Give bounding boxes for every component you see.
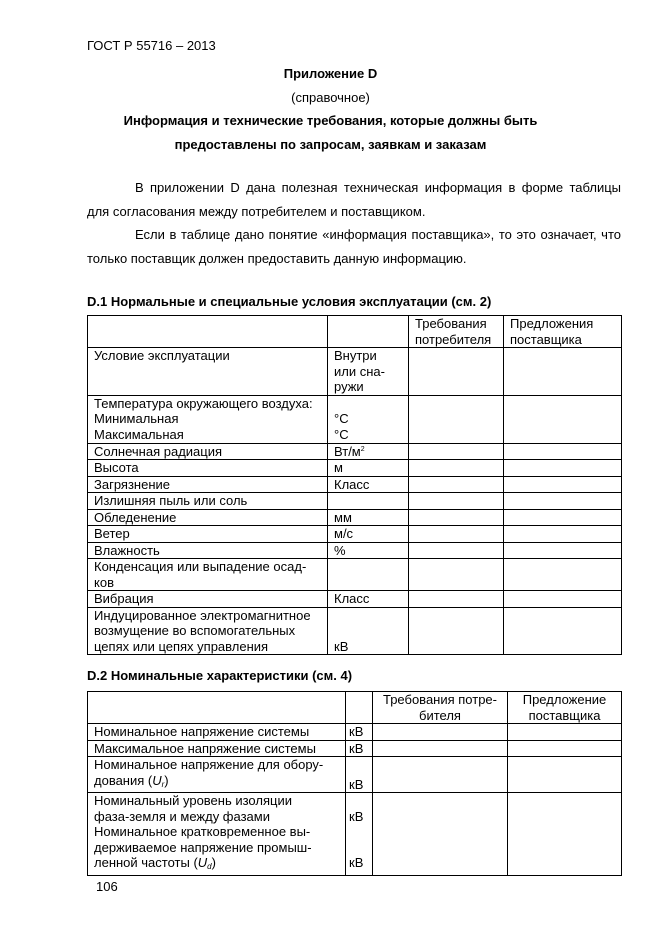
table-row bbox=[88, 740, 622, 757]
consumer-cell[interactable] bbox=[409, 493, 504, 510]
intro-paragraph-2: Если в таблице дано понятие «информация поставщика», то это означает, что только поставщик должен предоставить данную информацию. bbox=[87, 227, 621, 266]
table-row bbox=[88, 348, 622, 396]
unit-cell bbox=[328, 559, 409, 591]
table-row bbox=[88, 509, 622, 526]
consumer-cell[interactable] bbox=[409, 443, 504, 460]
unit-cell: кВ bbox=[346, 740, 373, 757]
param-line: Температура окружающего воздуха: bbox=[94, 395, 313, 411]
consumer-cell[interactable] bbox=[409, 559, 504, 591]
symbol-subscript: d bbox=[207, 862, 212, 871]
supplier-cell[interactable] bbox=[504, 476, 622, 493]
header-cell-supplier: Предложения поставщика bbox=[504, 316, 622, 348]
supplier-cell[interactable] bbox=[504, 559, 622, 591]
consumer-cell[interactable] bbox=[409, 460, 504, 477]
table2-caption: D.2 Номинальные характеристики (см. 4) bbox=[87, 668, 353, 683]
supplier-cell[interactable] bbox=[504, 542, 622, 559]
unit-cell: кВ bbox=[346, 724, 373, 741]
header-cell-unit bbox=[328, 316, 409, 348]
unit-cell: Класс bbox=[328, 476, 409, 493]
header-cell-param bbox=[88, 316, 328, 348]
intro-paragraph-1: В приложении D дана полезная техническая информация в форме таблицы для согласования между потребителем и поставщиком. bbox=[87, 180, 621, 219]
param-cell: Излишняя пыль или соль bbox=[88, 493, 328, 510]
header-cell-supplier: Предложение поставщика bbox=[508, 692, 622, 724]
unit-line: кВ bbox=[349, 855, 364, 870]
table-row bbox=[88, 476, 622, 493]
table-operating-conditions bbox=[87, 315, 622, 655]
symbol-u: U bbox=[152, 772, 162, 788]
unit-line: °C bbox=[334, 426, 349, 442]
param-text-end: ) bbox=[164, 772, 169, 788]
param-line: Минимальная bbox=[94, 411, 179, 426]
header-cell-unit bbox=[346, 692, 373, 724]
consumer-cell[interactable] bbox=[409, 395, 504, 443]
symbol-u: U bbox=[197, 855, 208, 870]
header-cell-consumer: Требования потре-бителя bbox=[373, 692, 508, 724]
table-row bbox=[88, 559, 622, 591]
table-row bbox=[88, 493, 622, 510]
symbol-subscript: r bbox=[161, 779, 165, 789]
param-cell: Солнечная радиация bbox=[88, 443, 328, 460]
table-row bbox=[88, 793, 622, 876]
unit-line: кВ bbox=[349, 808, 364, 824]
unit-superscript: 2 bbox=[360, 445, 365, 453]
unit-cell bbox=[346, 793, 373, 876]
supplier-cell[interactable] bbox=[504, 395, 622, 443]
param-text-end: ) bbox=[211, 855, 216, 870]
consumer-cell[interactable] bbox=[373, 757, 508, 793]
table-row bbox=[88, 460, 622, 477]
appendix-heading-line2: предоставлены по запросам, заявкам и заказам bbox=[174, 137, 487, 152]
param-cell: Максимальное напряжение системы bbox=[88, 740, 346, 757]
supplier-cell[interactable] bbox=[504, 348, 622, 396]
consumer-cell[interactable] bbox=[373, 740, 508, 757]
table-row bbox=[88, 542, 622, 559]
table-row bbox=[88, 757, 622, 793]
unit-cell: м bbox=[328, 460, 409, 477]
table-rated-characteristics bbox=[87, 691, 622, 876]
supplier-cell[interactable] bbox=[504, 509, 622, 526]
param-text: Номинальное напряжение для обору-дования ( bbox=[94, 757, 324, 788]
table-header-row bbox=[88, 692, 622, 724]
param-cell: Обледенение bbox=[88, 509, 328, 526]
param-cell: Загрязнение bbox=[88, 476, 328, 493]
consumer-cell[interactable] bbox=[373, 724, 508, 741]
consumer-cell[interactable] bbox=[409, 476, 504, 493]
supplier-cell[interactable] bbox=[504, 443, 622, 460]
supplier-cell[interactable] bbox=[504, 607, 622, 655]
unit-cell: кВ bbox=[346, 757, 373, 793]
consumer-cell[interactable] bbox=[409, 607, 504, 655]
unit-cell: % bbox=[328, 542, 409, 559]
unit-cell: м/с bbox=[328, 526, 409, 543]
unit-cell: кВ bbox=[328, 607, 409, 655]
appendix-title: Приложение D bbox=[283, 66, 378, 81]
header-cell-param bbox=[88, 692, 346, 724]
document-code: ГОСТ Р 55716 – 2013 bbox=[87, 38, 216, 53]
table-row bbox=[88, 607, 622, 655]
param-cell: Вибрация bbox=[88, 591, 328, 608]
appendix-heading-line1: Информация и технические требования, которые должны быть bbox=[123, 113, 538, 128]
param-cell: Высота bbox=[88, 460, 328, 477]
unit-cell: Внутри или сна-ружи bbox=[328, 348, 409, 396]
supplier-cell[interactable] bbox=[508, 740, 622, 757]
param-cell: Номинальное напряжение системы bbox=[88, 724, 346, 741]
param-line: Максимальная bbox=[94, 426, 184, 442]
unit-text: Вт/м bbox=[334, 443, 361, 459]
table-row bbox=[88, 724, 622, 741]
appendix-subtitle: (справочное) bbox=[291, 90, 370, 105]
consumer-cell[interactable] bbox=[409, 526, 504, 543]
supplier-cell[interactable] bbox=[504, 493, 622, 510]
supplier-cell[interactable] bbox=[508, 757, 622, 793]
unit-cell: мм bbox=[328, 509, 409, 526]
consumer-cell[interactable] bbox=[409, 542, 504, 559]
unit-cell: Класс bbox=[328, 591, 409, 608]
unit-cell bbox=[328, 443, 409, 460]
supplier-cell[interactable] bbox=[504, 591, 622, 608]
param-text: Номинальное кратковременное вы-держиваемое напряжение промыш-ленной частоты ( bbox=[94, 824, 312, 870]
table1-caption: D.1 Нормальные и специальные условия эксплуатации (см. 2) bbox=[87, 294, 492, 309]
supplier-cell[interactable] bbox=[508, 793, 622, 876]
supplier-cell[interactable] bbox=[504, 526, 622, 543]
unit-cell bbox=[328, 493, 409, 510]
param-text-insulation: Номинальный уровень изоляции фаза-земля и между фазами bbox=[94, 793, 292, 824]
supplier-cell[interactable] bbox=[508, 724, 622, 741]
param-cell: Условие эксплуатации bbox=[88, 348, 328, 396]
table-row bbox=[88, 591, 622, 608]
param-cell: Влажность bbox=[88, 542, 328, 559]
consumer-cell[interactable] bbox=[409, 348, 504, 396]
param-cell: Конденсация или выпадение осад-ков bbox=[88, 559, 328, 591]
param-cell bbox=[88, 395, 328, 443]
header-cell-consumer: Требования потребителя bbox=[409, 316, 504, 348]
param-cell: Ветер bbox=[88, 526, 328, 543]
unit-cell bbox=[328, 395, 409, 443]
table-header-row bbox=[88, 316, 622, 348]
unit-line: °C bbox=[334, 411, 349, 426]
param-text-withstand bbox=[94, 824, 339, 875]
consumer-cell[interactable] bbox=[409, 591, 504, 608]
table-row bbox=[88, 395, 622, 443]
consumer-cell[interactable] bbox=[409, 509, 504, 526]
param-cell bbox=[88, 757, 346, 793]
supplier-cell[interactable] bbox=[504, 460, 622, 477]
page-number: 106 bbox=[96, 879, 118, 894]
table-row bbox=[88, 443, 622, 460]
consumer-cell[interactable] bbox=[373, 793, 508, 876]
param-cell bbox=[88, 793, 346, 876]
param-cell: Индуцированное электромагнитное возмущение во вспомогательных цепях или цепях управления bbox=[88, 607, 328, 655]
table-row bbox=[88, 526, 622, 543]
